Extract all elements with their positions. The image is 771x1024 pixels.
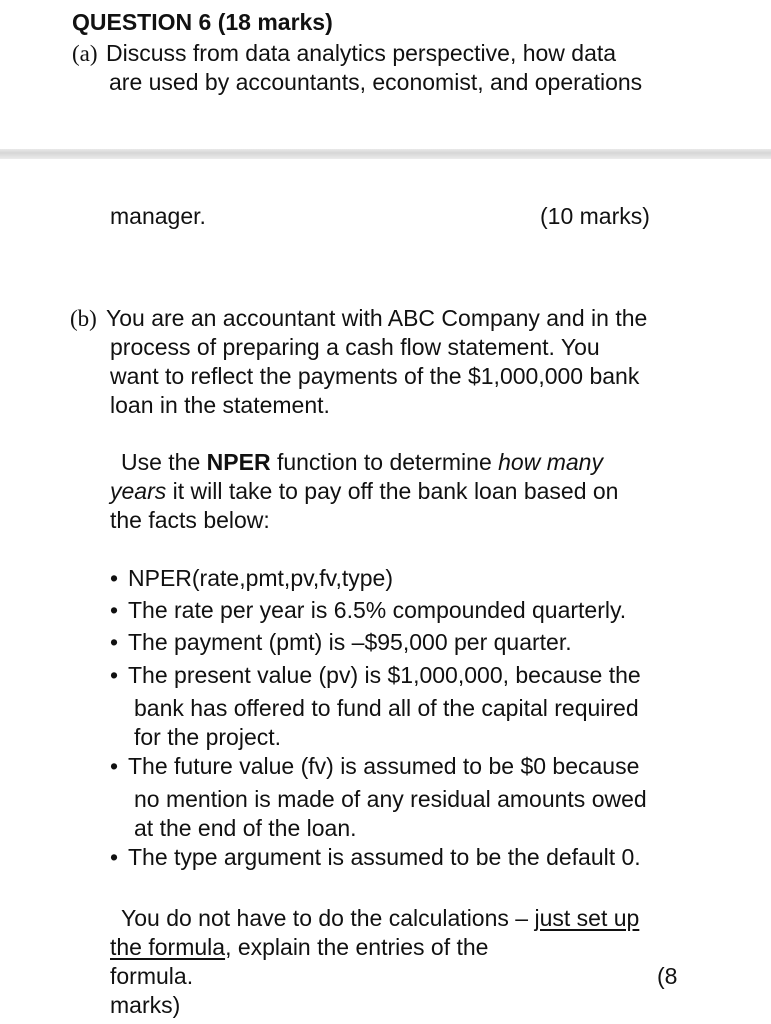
- part-b-intro-1: You are an accountant with ABC Company and in the: [106, 305, 648, 331]
- closing-start: You do not have to do the calculations –: [121, 905, 535, 931]
- instruction-npper: NPER: [206, 449, 271, 475]
- bullet-6: [110, 843, 641, 872]
- bullet-text: The rate per year is 6.5% compounded quarterly.: [128, 597, 627, 623]
- bullet-text: The present value (pv) is $1,000,000, because the: [128, 662, 641, 688]
- part-a-line-2: are used by accountants, economist, and operations: [109, 69, 643, 95]
- closing-after: , explain the entries of the: [225, 934, 489, 960]
- bullet-4: [110, 661, 641, 690]
- bullet-5-cont-1: no mention is made of any residual amounts owed: [134, 786, 647, 812]
- part-b-intro-3: want to reflect the payments of the $1,000,000 bank: [110, 363, 640, 389]
- closing-line-3: formula.: [110, 963, 194, 989]
- closing-underline-1: just set up: [534, 905, 640, 931]
- bullet-dot-icon: •: [110, 844, 119, 870]
- bullet-dot-icon: •: [110, 597, 119, 623]
- bullet-text: The payment (pmt) is –$95,000 per quarter.: [128, 629, 572, 655]
- question-title: QUESTION 6 (18 marks): [72, 9, 333, 35]
- bullet-2: [110, 596, 626, 625]
- closing-line-1: [121, 904, 639, 933]
- instruction-use: Use the: [121, 449, 207, 475]
- bullet-dot-icon: •: [110, 662, 119, 688]
- instruction-line-1: [121, 448, 603, 477]
- bullet-text: The future value (fv) is assumed to be $0 because: [128, 753, 640, 779]
- instruction-how-many: how many: [498, 449, 603, 475]
- bullet-1: [110, 564, 393, 593]
- part-a-line-1: Discuss from data analytics perspective, how data: [106, 40, 617, 66]
- instruction-line-3: the facts below:: [110, 507, 270, 533]
- instruction-rest: it will take to pay off the bank loan based on: [166, 478, 619, 504]
- bullet-5: [110, 752, 639, 781]
- page-divider: [0, 149, 771, 159]
- instruction-years: years: [110, 478, 167, 504]
- bullet-dot-icon: •: [110, 629, 119, 655]
- part-b-marks-close: marks): [110, 992, 181, 1018]
- instruction-mid: function to determine: [270, 449, 499, 475]
- bullet-text: NPER(rate,pmt,pv,fv,type): [128, 565, 393, 591]
- part-a-marks: (10 marks): [540, 203, 650, 229]
- bullet-dot-icon: •: [110, 753, 119, 779]
- bullet-4-cont-2: for the project.: [134, 724, 282, 750]
- part-b-intro-2: process of preparing a cash flow statement. You: [110, 334, 600, 360]
- instruction-line-2: [110, 477, 618, 506]
- closing-underline-2: the formula: [110, 934, 226, 960]
- bullet-4-cont-1: bank has offered to fund all of the capital required: [134, 695, 639, 721]
- part-a-label: (a): [72, 41, 98, 66]
- part-b-label: (b): [70, 306, 97, 331]
- bullet-text: The type argument is assumed to be the default 0.: [128, 844, 641, 870]
- part-a-line-3: manager.: [110, 203, 206, 229]
- bullet-5-cont-2: at the end of the loan.: [134, 815, 357, 841]
- bullet-3: [110, 628, 572, 657]
- part-b-intro-4: loan in the statement.: [110, 392, 330, 418]
- part-b-marks-open: (8: [657, 963, 678, 989]
- closing-line-2: [110, 933, 488, 962]
- bullet-dot-icon: •: [110, 565, 119, 591]
